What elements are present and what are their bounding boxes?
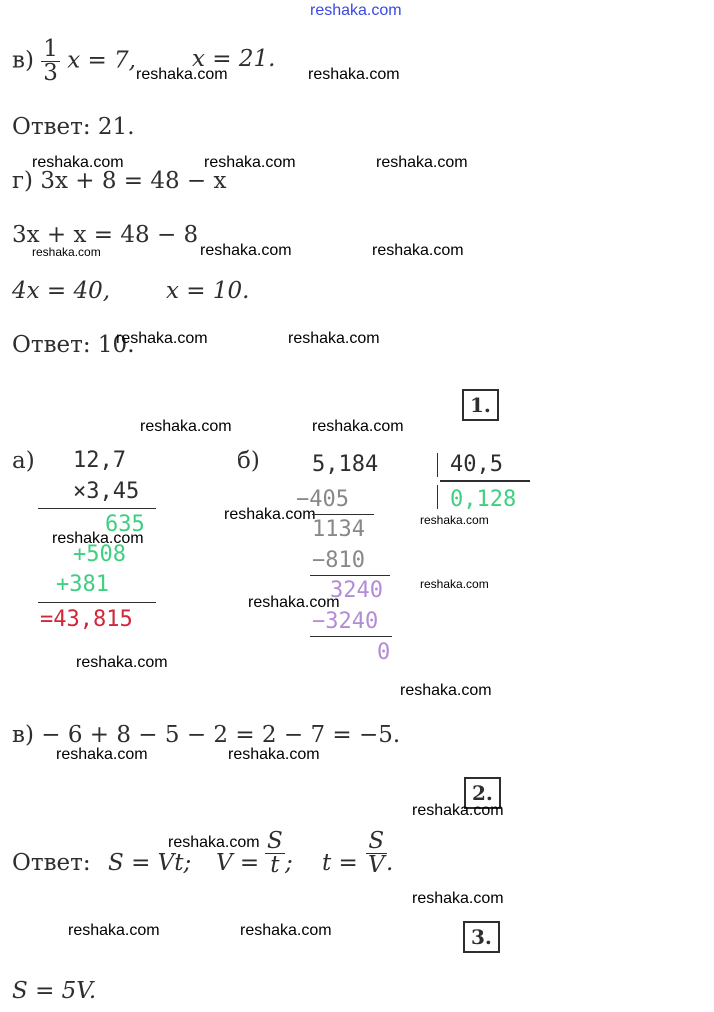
mult-partial-1: 635	[105, 512, 145, 537]
formula-t-lhs: t =	[322, 850, 358, 876]
watermark: reshaka.com	[136, 66, 228, 83]
section-g-line2: 3x + x = 48 − 8	[12, 222, 199, 248]
watermark: reshaka.com	[76, 654, 168, 671]
division-step-5: −3240	[312, 609, 379, 634]
division-remainder: 0	[377, 640, 391, 665]
mult-partial-3: +381	[56, 572, 109, 597]
division-dividend: 5,184	[312, 452, 379, 477]
watermark-top: reshaka.com	[310, 2, 402, 19]
watermark: reshaka.com	[400, 682, 492, 699]
task-number-1: 1.	[462, 389, 499, 421]
section-g-line3b: x = 10.	[166, 278, 250, 304]
watermark: reshaka.com	[372, 242, 464, 259]
mult-divider-1	[38, 508, 156, 509]
task-number-3: 3.	[463, 921, 500, 953]
section-g-line1: г) 3x + 8 = 48 − x	[12, 168, 227, 194]
watermark: reshaka.com	[420, 513, 489, 527]
formula-v-end: ;	[285, 850, 293, 876]
division-divisor: 40,5	[450, 452, 503, 477]
watermark: reshaka.com	[68, 922, 160, 939]
watermark: reshaka.com	[248, 594, 340, 611]
watermark: reshaka.com	[412, 802, 504, 819]
task3-line: S = 5V.	[12, 978, 97, 1004]
watermark: reshaka.com	[56, 746, 148, 763]
task2-answer-label: Ответ:	[12, 850, 91, 876]
watermark: reshaka.com	[308, 66, 400, 83]
section-g-line3a: 4x = 40,	[12, 278, 111, 304]
division-step-4: 3240	[330, 578, 383, 603]
watermark: reshaka.com	[204, 154, 296, 171]
watermark: reshaka.com	[412, 890, 504, 907]
task1-b-label: б)	[237, 448, 260, 474]
mult-factor-2: ×3,45	[73, 479, 140, 504]
mult-divider-2	[38, 602, 156, 603]
formula-v-fraction	[265, 830, 285, 877]
watermark: reshaka.com	[32, 245, 101, 259]
mult-result: =43,815	[40, 607, 133, 632]
formula-t-fraction	[366, 830, 387, 877]
watermark: reshaka.com	[376, 154, 468, 171]
equation-rest: x = 7,	[67, 47, 136, 74]
division-line-3	[310, 636, 392, 637]
watermark: reshaka.com	[288, 330, 380, 347]
watermark: reshaka.com	[52, 530, 144, 547]
formula-t-end: .	[386, 850, 394, 876]
mult-factor-1: 12,7	[73, 448, 126, 473]
watermark: reshaka.com	[140, 418, 232, 435]
formula-v-num: S	[267, 828, 283, 854]
watermark: reshaka.com	[224, 506, 316, 523]
division-step-3: −810	[312, 548, 365, 573]
division-bar-lower	[437, 485, 438, 509]
division-line-1	[312, 514, 374, 515]
section-v-equation	[12, 38, 136, 85]
watermark: reshaka.com	[116, 330, 208, 347]
watermark: reshaka.com	[312, 418, 404, 435]
division-line-2	[310, 575, 390, 576]
task-number-2: 2.	[464, 777, 501, 809]
watermark: reshaka.com	[420, 577, 489, 591]
division-step-1: −405	[296, 487, 349, 512]
mult-partial-2: +508	[73, 542, 126, 567]
watermark: reshaka.com	[240, 922, 332, 939]
answer-1: Ответ: 21.	[12, 114, 135, 140]
task1-a-label: а)	[12, 448, 35, 474]
division-quotient: 0,128	[450, 487, 517, 512]
watermark: reshaka.com	[228, 746, 320, 763]
formula-t-den: V	[368, 852, 385, 878]
formula-t-num: S	[368, 828, 385, 854]
watermark: reshaka.com	[200, 242, 292, 259]
division-bar-upper	[437, 453, 438, 477]
fraction-numerator: 1	[43, 36, 58, 62]
answer-2: Ответ: 10.	[12, 332, 135, 358]
division-divisor-line	[440, 480, 530, 482]
formula-s: S = Vt;	[108, 850, 192, 876]
watermark: reshaka.com	[168, 834, 260, 851]
equation-solution: x = 21.	[192, 46, 276, 72]
fraction-denominator: 3	[43, 60, 58, 86]
formula-v-den: t	[265, 853, 285, 877]
formula-v-lhs: V =	[216, 850, 260, 876]
watermark: reshaka.com	[32, 154, 124, 171]
fraction-one-third	[41, 38, 60, 85]
task1-v-line: в) − 6 + 8 − 5 − 2 = 2 − 7 = −5.	[12, 722, 401, 748]
section-v-label: в)	[12, 47, 34, 74]
division-step-2: 1134	[312, 517, 365, 542]
